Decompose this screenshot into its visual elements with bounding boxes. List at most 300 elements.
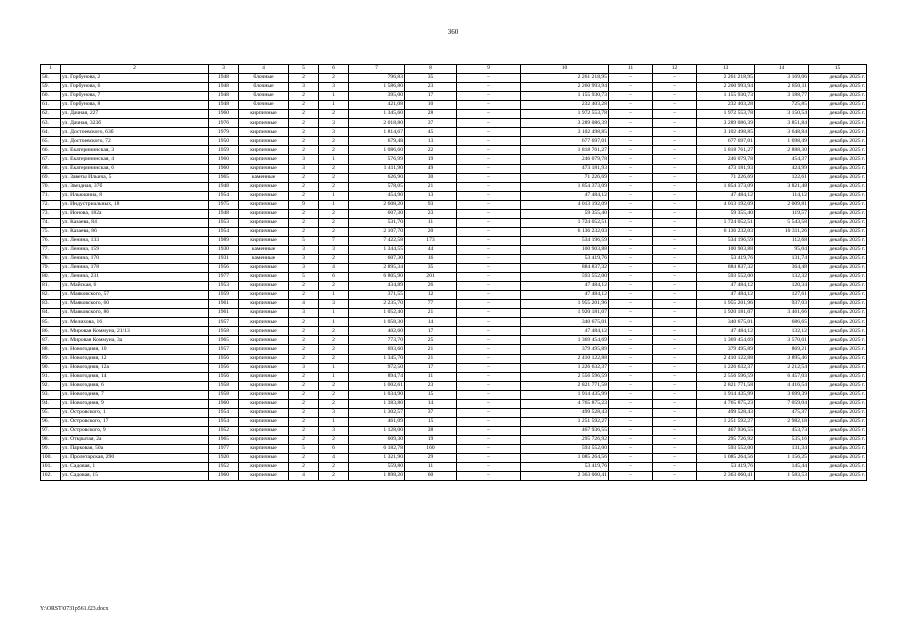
- column-number-row: [41, 65, 867, 74]
- cell-wall-material: кирпичные: [239, 426, 289, 435]
- cell-deadline: декабрь 2025 г.: [809, 92, 867, 101]
- cell-floors: 2: [289, 119, 319, 128]
- cell-entrances: 2: [319, 137, 349, 146]
- table-row: [41, 282, 867, 291]
- table-row: [41, 92, 867, 101]
- cell-entrances: 2: [319, 74, 349, 83]
- cell-total-cost: 53 419,76: [521, 254, 609, 263]
- cell-build-year: 1931: [209, 254, 239, 263]
- column-header: 4: [239, 65, 289, 74]
- cell-cost-per-sqm: 364,48: [755, 264, 809, 273]
- cell-cost-col-12: –: [653, 191, 697, 200]
- cell-cost-col-12: –: [653, 354, 697, 363]
- cell-cost-empty: –: [457, 173, 521, 182]
- cell-entrances: 2: [319, 435, 349, 444]
- table-row: [41, 463, 867, 472]
- cell-cost-per-sqm: 424,99: [755, 164, 809, 173]
- cell-cost-empty: –: [457, 426, 521, 435]
- cell-cost-col-11: –: [609, 327, 653, 336]
- cell-build-year: 1979: [209, 128, 239, 137]
- cell-residents: 14: [405, 318, 457, 327]
- cell-wall-material: кирпичные: [239, 463, 289, 472]
- cell-cost-per-sqm: 3 169,06: [755, 74, 809, 83]
- cell-row-number: 100.: [41, 454, 61, 463]
- cell-floors: 2: [289, 182, 319, 191]
- cell-area: 894,74: [349, 372, 405, 381]
- cell-wall-material: кирпичные: [239, 209, 289, 218]
- cell-wall-material: кирпичные: [239, 327, 289, 336]
- cell-residents: 23: [405, 83, 457, 92]
- cell-area: 434,89: [349, 282, 405, 291]
- cell-cost-per-sqm: 3 150,54: [755, 110, 809, 119]
- cell-cost-empty: –: [457, 182, 521, 191]
- cell-area: 559,80: [349, 463, 405, 472]
- cell-cost-col-12: –: [653, 408, 697, 417]
- cell-address: ул. Открытая, 2а: [61, 435, 209, 444]
- cell-area: 1 052,40: [349, 309, 405, 318]
- cell-build-year: 1960: [209, 164, 239, 173]
- cell-cost-col-12: –: [653, 209, 697, 218]
- cell-floors: 2: [289, 146, 319, 155]
- cell-floors: 2: [289, 336, 319, 345]
- cell-residents: 17: [405, 92, 457, 101]
- cell-cost-col-12: –: [653, 345, 697, 354]
- table-row: [41, 254, 867, 263]
- cell-cost-col-11: –: [609, 282, 653, 291]
- cell-floors: 2: [289, 327, 319, 336]
- cell-cost-col-13: 1 818 761,27: [697, 146, 755, 155]
- cell-row-number: 94.: [41, 399, 61, 408]
- cell-cost-col-11: –: [609, 408, 653, 417]
- cell-build-year: 1956: [209, 264, 239, 273]
- cell-total-cost: 246 079,78: [521, 155, 609, 164]
- cell-deadline: декабрь 2025 г.: [809, 345, 867, 354]
- cell-build-year: 1960: [209, 399, 239, 408]
- cell-area: 1 128,00: [349, 426, 405, 435]
- cell-floors: 2: [289, 128, 319, 137]
- cell-cost-col-11: –: [609, 264, 653, 273]
- cell-wall-material: кирпичные: [239, 291, 289, 300]
- table-row: [41, 318, 867, 327]
- cell-wall-material: кирпичные: [239, 273, 289, 282]
- cell-cost-col-12: –: [653, 426, 697, 435]
- cell-build-year: 1952: [209, 463, 239, 472]
- cell-cost-col-12: –: [653, 399, 697, 408]
- cell-deadline: декабрь 2025 г.: [809, 254, 867, 263]
- cell-deadline: декабрь 2025 г.: [809, 354, 867, 363]
- cell-cost-empty: –: [457, 399, 521, 408]
- cell-cost-col-12: –: [653, 463, 697, 472]
- cell-cost-empty: –: [457, 254, 521, 263]
- cell-cost-empty: –: [457, 381, 521, 390]
- cell-cost-empty: –: [457, 354, 521, 363]
- cell-address: ул. Островского, 9: [61, 426, 209, 435]
- cell-cost-col-11: –: [609, 83, 653, 92]
- cell-row-number: 83.: [41, 300, 61, 309]
- cell-address: ул. Дачная, 227: [61, 110, 209, 119]
- cell-total-cost: 3 102 498,85: [521, 128, 609, 137]
- cell-deadline: декабрь 2025 г.: [809, 101, 867, 110]
- cell-row-number: 98.: [41, 435, 61, 444]
- cell-build-year: 1961: [209, 309, 239, 318]
- cell-row-number: 58.: [41, 74, 61, 83]
- cell-wall-material: кирпичные: [239, 417, 289, 426]
- cell-cost-col-12: –: [653, 164, 697, 173]
- cell-entrances: 2: [319, 399, 349, 408]
- cell-entrances: 2: [319, 110, 349, 119]
- cell-cost-col-12: –: [653, 83, 697, 92]
- cell-cost-col-11: –: [609, 291, 653, 300]
- cell-total-cost: 53 419,76: [521, 463, 609, 472]
- cell-residents: 14: [405, 399, 457, 408]
- cell-total-cost: 534 196,59: [521, 236, 609, 245]
- cell-cost-empty: –: [457, 390, 521, 399]
- table-row: [41, 264, 867, 273]
- cell-total-cost: 1 854 373,09: [521, 182, 609, 191]
- cell-cost-col-11: –: [609, 209, 653, 218]
- cell-deadline: декабрь 2025 г.: [809, 318, 867, 327]
- cell-wall-material: кирпичные: [239, 218, 289, 227]
- cell-build-year: 1958: [209, 327, 239, 336]
- cell-total-cost: 340 675,01: [521, 318, 609, 327]
- cell-wall-material: кирпичные: [239, 282, 289, 291]
- cell-cost-col-11: –: [609, 137, 653, 146]
- cell-cost-col-12: –: [653, 227, 697, 236]
- cell-cost-col-11: –: [609, 390, 653, 399]
- cell-entrances: 1: [319, 155, 349, 164]
- cell-cost-per-sqm: 131,34: [755, 444, 809, 453]
- cell-area: 1 086,60: [349, 146, 405, 155]
- cell-total-cost: 2 363 060,41: [521, 472, 609, 481]
- cell-wall-material: кирпичные: [239, 381, 289, 390]
- cell-area: 607,30: [349, 254, 405, 263]
- cell-address: ул. Новогодняя, 12а: [61, 363, 209, 372]
- table-row: [41, 345, 867, 354]
- cell-deadline: декабрь 2025 г.: [809, 463, 867, 472]
- cell-cost-per-sqm: 1 698,49: [755, 137, 809, 146]
- cell-area: 371,55: [349, 291, 405, 300]
- cell-deadline: декабрь 2025 г.: [809, 182, 867, 191]
- cell-cost-col-13: 340 675,01: [697, 318, 755, 327]
- cell-address: ул. Островского, 17: [61, 417, 209, 426]
- cell-cost-per-sqm: 475,37: [755, 408, 809, 417]
- cell-build-year: 1948: [209, 74, 239, 83]
- cell-wall-material: кирпичные: [239, 164, 289, 173]
- cell-cost-col-11: –: [609, 227, 653, 236]
- table-row: [41, 173, 867, 182]
- cell-cost-empty: –: [457, 318, 521, 327]
- cell-build-year: 1920: [209, 454, 239, 463]
- cell-deadline: декабрь 2025 г.: [809, 309, 867, 318]
- cell-deadline: декабрь 2025 г.: [809, 363, 867, 372]
- cell-build-year: 1948: [209, 92, 239, 101]
- cell-cost-col-12: –: [653, 336, 697, 345]
- cell-address: ул. Ленина, 231: [61, 273, 209, 282]
- cell-total-cost: 1 955 201,96: [521, 300, 609, 309]
- cell-area: 2 018,80: [349, 119, 405, 128]
- footer-file-path: Y:\ORST\0731p561.f23.docx: [40, 606, 109, 612]
- cell-cost-col-13: 379 495,89: [697, 345, 755, 354]
- cell-area: 461,09: [349, 417, 405, 426]
- cell-cost-col-11: –: [609, 372, 653, 381]
- cell-cost-col-11: –: [609, 472, 653, 481]
- cell-build-year: 1989: [209, 236, 239, 245]
- cell-total-cost: 1 226 632,37: [521, 363, 609, 372]
- cell-wall-material: блочные: [239, 83, 289, 92]
- cell-floors: 5: [289, 444, 319, 453]
- cell-wall-material: кирпичные: [239, 155, 289, 164]
- cell-row-number: 102.: [41, 472, 61, 481]
- cell-entrances: 1: [319, 372, 349, 381]
- cell-residents: 23: [405, 381, 457, 390]
- column-header: 8: [405, 65, 457, 74]
- cell-row-number: 82.: [41, 291, 61, 300]
- cell-cost-col-11: –: [609, 381, 653, 390]
- cell-cost-col-12: –: [653, 282, 697, 291]
- cell-deadline: декабрь 2025 г.: [809, 327, 867, 336]
- cell-floors: 3: [289, 245, 319, 254]
- cell-residents: 44: [405, 245, 457, 254]
- cell-cost-col-11: –: [609, 354, 653, 363]
- cell-cost-empty: –: [457, 83, 521, 92]
- cell-floors: 2: [289, 92, 319, 101]
- cell-total-cost: 1 914 435,99: [521, 390, 609, 399]
- cell-entrances: 3: [319, 408, 349, 417]
- cell-area: 1 002,61: [349, 381, 405, 390]
- cell-cost-col-11: –: [609, 182, 653, 191]
- cell-cost-col-11: –: [609, 454, 653, 463]
- cell-cost-col-13: 1 972 553,78: [697, 110, 755, 119]
- cell-address: ул. Новогодняя, 6: [61, 381, 209, 390]
- cell-area: 693,60: [349, 345, 405, 354]
- cell-build-year: 1957: [209, 318, 239, 327]
- cell-entrances: 2: [319, 254, 349, 263]
- cell-area: 576,99: [349, 155, 405, 164]
- cell-wall-material: кирпичные: [239, 191, 289, 200]
- cell-cost-empty: –: [457, 218, 521, 227]
- cell-deadline: декабрь 2025 г.: [809, 236, 867, 245]
- cell-cost-col-11: –: [609, 345, 653, 354]
- cell-cost-col-11: –: [609, 110, 653, 119]
- table-row: [41, 472, 867, 481]
- cell-cost-empty: –: [457, 137, 521, 146]
- cell-address: ул. Новогодняя, 10: [61, 345, 209, 354]
- cell-cost-col-13: 1 955 201,96: [697, 300, 755, 309]
- cell-wall-material: блочные: [239, 92, 289, 101]
- table-row: [41, 74, 867, 83]
- cell-entrances: 2: [319, 463, 349, 472]
- cell-cost-per-sqm: 3 188,77: [755, 92, 809, 101]
- cell-area: 421,08: [349, 101, 405, 110]
- cell-address: ул. Ленина, 133: [61, 236, 209, 245]
- cell-area: 1 058,30: [349, 318, 405, 327]
- cell-row-number: 72.: [41, 200, 61, 209]
- cell-cost-per-sqm: 132,12: [755, 327, 809, 336]
- cell-cost-col-12: –: [653, 435, 697, 444]
- cell-cost-col-12: –: [653, 318, 697, 327]
- cell-cost-col-11: –: [609, 273, 653, 282]
- cell-address: ул. Екатерининская, 4: [61, 155, 209, 164]
- cell-row-number: 63.: [41, 119, 61, 128]
- cell-cost-per-sqm: 7 059,04: [755, 399, 809, 408]
- cell-total-cost: 467 936,55: [521, 426, 609, 435]
- cell-entrances: 2: [319, 327, 349, 336]
- cell-cost-col-12: –: [653, 137, 697, 146]
- cell-area: 972,50: [349, 363, 405, 372]
- cell-residents: 37: [405, 408, 457, 417]
- cell-row-number: 77.: [41, 245, 61, 254]
- cell-cost-col-13: 473 181,93: [697, 164, 755, 173]
- cell-cost-col-12: –: [653, 363, 697, 372]
- cell-cost-empty: –: [457, 372, 521, 381]
- cell-row-number: 88.: [41, 345, 61, 354]
- cell-cost-empty: –: [457, 336, 521, 345]
- cell-floors: 2: [289, 381, 319, 390]
- cell-residents: 60: [405, 472, 457, 481]
- cell-cost-col-12: –: [653, 110, 697, 119]
- cell-row-number: 78.: [41, 254, 61, 263]
- cell-cost-col-13: 467 936,55: [697, 426, 755, 435]
- cell-floors: 2: [289, 74, 319, 83]
- cell-deadline: декабрь 2025 г.: [809, 245, 867, 254]
- cell-wall-material: кирпичные: [239, 119, 289, 128]
- cell-total-cost: 1 818 761,27: [521, 146, 609, 155]
- cell-deadline: декабрь 2025 г.: [809, 119, 867, 128]
- cell-cost-per-sqm: 127,61: [755, 291, 809, 300]
- cell-entrances: 3: [319, 119, 349, 128]
- cell-cost-col-11: –: [609, 191, 653, 200]
- cell-residents: 11: [405, 372, 457, 381]
- cell-deadline: декабрь 2025 г.: [809, 83, 867, 92]
- cell-total-cost: 593 552,00: [521, 273, 609, 282]
- cell-cost-col-13: 1 155 930,73: [697, 92, 755, 101]
- cell-total-cost: 2 821 771,58: [521, 381, 609, 390]
- cell-deadline: декабрь 2025 г.: [809, 128, 867, 137]
- cell-cost-per-sqm: 2 850,11: [755, 83, 809, 92]
- cell-cost-col-13: 1 724 052,51: [697, 218, 755, 227]
- cell-cost-col-11: –: [609, 399, 653, 408]
- cell-floors: 3: [289, 254, 319, 263]
- cell-total-cost: 6 136 232,03: [521, 227, 609, 236]
- column-header: 3: [209, 65, 239, 74]
- cell-address: ул. Казаева, 84: [61, 218, 209, 227]
- cell-address: ул. Достоевского, 72: [61, 137, 209, 146]
- cell-row-number: 86.: [41, 327, 61, 336]
- cell-floors: 2: [289, 101, 319, 110]
- cell-cost-col-13: 71 226,69: [697, 173, 755, 182]
- column-header: 9: [457, 65, 521, 74]
- cell-address: ул. Звездная, 37б: [61, 182, 209, 191]
- cell-cost-per-sqm: 3 851,84: [755, 119, 809, 128]
- cell-build-year: 1952: [209, 426, 239, 435]
- cell-build-year: 1954: [209, 408, 239, 417]
- cell-address: ул. Ионова, 182а: [61, 209, 209, 218]
- cell-wall-material: каменные: [239, 173, 289, 182]
- cell-cost-col-13: 3 102 498,85: [697, 128, 755, 137]
- cell-area: 2 107,70: [349, 227, 405, 236]
- cell-build-year: 1950: [209, 137, 239, 146]
- cell-deadline: декабрь 2025 г.: [809, 137, 867, 146]
- cell-entrances: 2: [319, 381, 349, 390]
- cell-row-number: 75.: [41, 227, 61, 236]
- cell-cost-per-sqm: 120,34: [755, 282, 809, 291]
- cell-row-number: 95.: [41, 408, 61, 417]
- cell-address: ул. Новогодняя, 12: [61, 354, 209, 363]
- cell-cost-empty: –: [457, 264, 521, 273]
- cell-row-number: 68.: [41, 164, 61, 173]
- cell-address: ул. Маяковского, 57: [61, 291, 209, 300]
- column-header: 2: [61, 65, 209, 74]
- cell-address: ул. Пролетарская, 290: [61, 454, 209, 463]
- cell-floors: 2: [289, 282, 319, 291]
- cell-total-cost: 232 403,28: [521, 101, 609, 110]
- cell-deadline: декабрь 2025 г.: [809, 300, 867, 309]
- cell-floors: 2: [289, 227, 319, 236]
- cell-cost-empty: –: [457, 236, 521, 245]
- cell-total-cost: 1 369 454,69: [521, 336, 609, 345]
- cell-floors: 2: [289, 417, 319, 426]
- cell-cost-per-sqm: 2 982,18: [755, 417, 809, 426]
- cell-cost-col-11: –: [609, 128, 653, 137]
- cell-cost-per-sqm: 119,57: [755, 209, 809, 218]
- building-registry-table: [40, 64, 867, 481]
- cell-entrances: 1: [319, 417, 349, 426]
- cell-row-number: 92.: [41, 381, 61, 390]
- cell-cost-empty: –: [457, 101, 521, 110]
- cell-total-cost: 3 289 086,39: [521, 119, 609, 128]
- cell-entrances: 2: [319, 472, 349, 481]
- cell-build-year: 1956: [209, 354, 239, 363]
- cell-cost-col-13: 1 920 181,07: [697, 309, 755, 318]
- column-header: 13: [697, 65, 755, 74]
- cell-cost-per-sqm: 132,32: [755, 273, 809, 282]
- cell-build-year: 1960: [209, 472, 239, 481]
- table-row: [41, 426, 867, 435]
- cell-total-cost: 59 355,40: [521, 209, 609, 218]
- cell-cost-col-12: –: [653, 390, 697, 399]
- cell-row-number: 59.: [41, 83, 61, 92]
- cell-cost-per-sqm: 3 699,39: [755, 390, 809, 399]
- cell-build-year: 1977: [209, 444, 239, 453]
- cell-deadline: декабрь 2025 г.: [809, 372, 867, 381]
- cell-cost-col-12: –: [653, 74, 697, 83]
- table-row: [41, 209, 867, 218]
- cell-cost-per-sqm: 535,16: [755, 435, 809, 444]
- cell-cost-empty: –: [457, 74, 521, 83]
- table-row: [41, 417, 867, 426]
- cell-build-year: 1930: [209, 245, 239, 254]
- cell-residents: 11: [405, 218, 457, 227]
- column-header: 11: [609, 65, 653, 74]
- table-row: [41, 336, 867, 345]
- cell-cost-per-sqm: 3 461,66: [755, 309, 809, 318]
- cell-cost-col-13: 593 552,00: [697, 273, 755, 282]
- cell-deadline: декабрь 2025 г.: [809, 381, 867, 390]
- cell-total-cost: 677 697,01: [521, 137, 609, 146]
- cell-deadline: декабрь 2025 г.: [809, 200, 867, 209]
- cell-cost-col-11: –: [609, 164, 653, 173]
- cell-address: ул. Ленина, 159: [61, 245, 209, 254]
- cell-cost-col-12: –: [653, 245, 697, 254]
- cell-wall-material: кирпичные: [239, 399, 289, 408]
- cell-cost-empty: –: [457, 209, 521, 218]
- cell-total-cost: 4 013 192,09: [521, 200, 609, 209]
- cell-entrances: 7: [319, 236, 349, 245]
- cell-floors: 2: [289, 390, 319, 399]
- cell-residents: 13: [405, 191, 457, 200]
- cell-entrances: 1: [319, 92, 349, 101]
- cell-residents: 26: [405, 282, 457, 291]
